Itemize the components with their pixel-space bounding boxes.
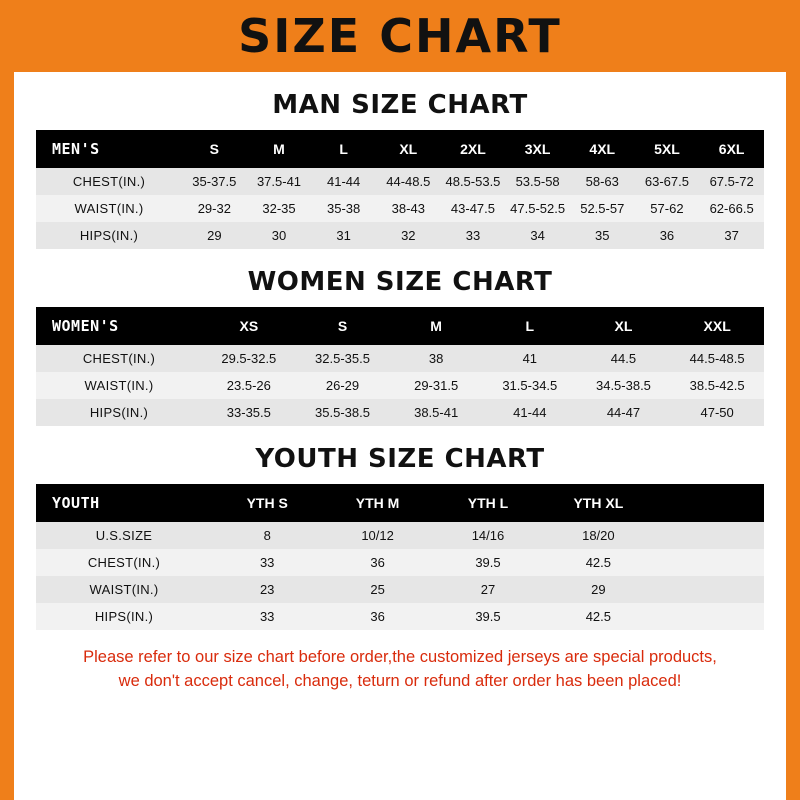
cell: 38: [389, 345, 483, 372]
youth-size-table: [36, 484, 764, 630]
policy-note-line-2: we don't accept cancel, change, teturn or refund after order has been placed!: [118, 671, 682, 690]
header-corner: WOMEN'S: [36, 307, 202, 345]
cell: 33: [212, 549, 322, 576]
table-header-row: [36, 484, 764, 522]
section-title-men: MAN SIZE CHART: [272, 90, 528, 120]
table-row: [36, 522, 764, 549]
header-col-1: S: [296, 307, 390, 345]
table-header-row: [36, 307, 764, 345]
cell: 34.5-38.5: [577, 372, 671, 399]
section-title-youth: YOUTH SIZE CHART: [255, 444, 545, 474]
cell: 23: [212, 576, 322, 603]
chart-content: [14, 90, 786, 694]
table-row: [36, 603, 764, 630]
row-label: U.S.SIZE: [36, 522, 212, 549]
cell: 27: [433, 576, 543, 603]
cell: 31: [311, 222, 376, 249]
cell: 48.5-53.5: [441, 168, 506, 195]
cell: 33-35.5: [202, 399, 296, 426]
cell: 29: [182, 222, 247, 249]
cell: 33: [212, 603, 322, 630]
cell: 44.5: [577, 345, 671, 372]
cell: 42.5: [543, 603, 653, 630]
cell: 23.5-26: [202, 372, 296, 399]
table-row: [36, 372, 764, 399]
header-col-2: YTH L: [433, 484, 543, 522]
cell: 44.5-48.5: [670, 345, 764, 372]
cell: 39.5: [433, 603, 543, 630]
cell: 35.5-38.5: [296, 399, 390, 426]
cell: 44-48.5: [376, 168, 441, 195]
cell: 36: [322, 549, 432, 576]
cell: 38-43: [376, 195, 441, 222]
header-col-1: YTH M: [322, 484, 432, 522]
cell: 29-32: [182, 195, 247, 222]
table-row: [36, 549, 764, 576]
cell: 29-31.5: [389, 372, 483, 399]
header-col-4: [654, 484, 764, 522]
header-col-4: XL: [577, 307, 671, 345]
header-col-5: XXL: [670, 307, 764, 345]
table-header-row: [36, 130, 764, 168]
cell: 41: [483, 345, 577, 372]
cell: 14/16: [433, 522, 543, 549]
cell: 32-35: [247, 195, 312, 222]
cell: 32.5-35.5: [296, 345, 390, 372]
cell: 52.5-57: [570, 195, 635, 222]
cell: 62-66.5: [699, 195, 764, 222]
header-col-0: XS: [202, 307, 296, 345]
section-title-women: WOMEN SIZE CHART: [247, 267, 553, 297]
row-label: HIPS(IN.): [36, 399, 202, 426]
header-col-0: YTH S: [212, 484, 322, 522]
policy-note: [36, 646, 764, 694]
header-col-4: 2XL: [441, 130, 506, 168]
row-label: HIPS(IN.): [36, 222, 182, 249]
table-row: [36, 399, 764, 426]
cell: 38.5-42.5: [670, 372, 764, 399]
header-col-1: M: [247, 130, 312, 168]
cell: [654, 603, 764, 630]
header-col-3: YTH XL: [543, 484, 653, 522]
cell: [654, 576, 764, 603]
cell: 29: [543, 576, 653, 603]
header-col-2: L: [311, 130, 376, 168]
cell: 36: [635, 222, 700, 249]
cell: 30: [247, 222, 312, 249]
cell: 63-67.5: [635, 168, 700, 195]
header-col-5: 3XL: [505, 130, 570, 168]
page-title: SIZE CHART: [238, 9, 562, 63]
row-label: HIPS(IN.): [36, 603, 212, 630]
header-corner: YOUTH: [36, 484, 212, 522]
table-row: [36, 345, 764, 372]
cell: 29.5-32.5: [202, 345, 296, 372]
cell: 67.5-72: [699, 168, 764, 195]
men-size-table: [36, 130, 764, 249]
cell: 37.5-41: [247, 168, 312, 195]
table-row: [36, 168, 764, 195]
cell: 32: [376, 222, 441, 249]
cell: 41-44: [483, 399, 577, 426]
women-size-table: [36, 307, 764, 426]
header-col-3: L: [483, 307, 577, 345]
header-col-8: 6XL: [699, 130, 764, 168]
cell: 42.5: [543, 549, 653, 576]
cell: 10/12: [322, 522, 432, 549]
cell: 38.5-41: [389, 399, 483, 426]
section-women: [36, 267, 764, 426]
cell: 36: [322, 603, 432, 630]
cell: 53.5-58: [505, 168, 570, 195]
cell: 47.5-52.5: [505, 195, 570, 222]
cell: 35-38: [311, 195, 376, 222]
table-row: [36, 195, 764, 222]
table-row: [36, 576, 764, 603]
cell: 43-47.5: [441, 195, 506, 222]
header-col-7: 5XL: [635, 130, 700, 168]
row-label: WAIST(IN.): [36, 195, 182, 222]
cell: [654, 549, 764, 576]
cell: 33: [441, 222, 506, 249]
cell: 47-50: [670, 399, 764, 426]
policy-note-line-1: Please refer to our size chart before order,the customized jerseys are special products,: [83, 648, 717, 666]
cell: 44-47: [577, 399, 671, 426]
row-label: WAIST(IN.): [36, 372, 202, 399]
section-men: [36, 90, 764, 249]
cell: [654, 522, 764, 549]
row-label: WAIST(IN.): [36, 576, 212, 603]
cell: 8: [212, 522, 322, 549]
cell: 18/20: [543, 522, 653, 549]
cell: 35-37.5: [182, 168, 247, 195]
table-row: [36, 222, 764, 249]
header-col-6: 4XL: [570, 130, 635, 168]
row-label: CHEST(IN.): [36, 549, 212, 576]
cell: 37: [699, 222, 764, 249]
cell: 41-44: [311, 168, 376, 195]
cell: 34: [505, 222, 570, 249]
header-banner: [0, 0, 800, 72]
cell: 31.5-34.5: [483, 372, 577, 399]
cell: 35: [570, 222, 635, 249]
header-col-3: XL: [376, 130, 441, 168]
header-col-0: S: [182, 130, 247, 168]
cell: 26-29: [296, 372, 390, 399]
row-label: CHEST(IN.): [36, 345, 202, 372]
cell: 57-62: [635, 195, 700, 222]
row-label: CHEST(IN.): [36, 168, 182, 195]
section-youth: [36, 444, 764, 630]
header-corner: MEN'S: [36, 130, 182, 168]
cell: 39.5: [433, 549, 543, 576]
cell: 58-63: [570, 168, 635, 195]
cell: 25: [322, 576, 432, 603]
header-col-2: M: [389, 307, 483, 345]
